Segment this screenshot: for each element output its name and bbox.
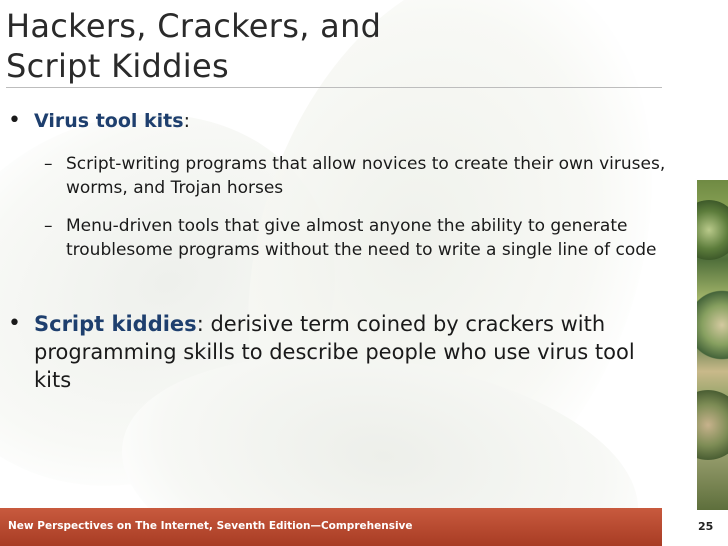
succulent-photo [697,180,728,510]
slide-title-line1: Hackers, Crackers, and [6,7,382,45]
slide-title [6,6,426,86]
sub-bullet-text: Menu-driven tools that give almost anyone the ability to generate troublesome programs without the need to write a single line of code [66,216,657,260]
bullet-text: : derisive term coined by crackers with programming skills to describe people who use virus tool kits [34,312,635,392]
dash-icon: – [44,154,53,174]
sub-bullet [44,214,684,262]
slide-title-line2: Script Kiddies [6,47,229,85]
bullet-virus-tool-kits [8,108,668,134]
page-number: 25 [698,520,714,533]
bullet-icon: • [8,311,21,336]
bullet-term: Script kiddies [34,312,197,336]
bullet-script-kiddies [8,310,648,394]
bullet-text: : [183,110,190,132]
footer-bar [0,508,662,546]
footer-text: New Perspectives on The Internet, Seventh Edition—Comprehensive [8,520,413,532]
title-divider [6,87,662,88]
sub-bullet [44,152,684,200]
bullet-icon: • [8,108,21,133]
bullet-term: Virus tool kits [34,110,184,132]
sub-bullet-text: Script-writing programs that allow novices to create their own viruses, worms, and Trojan horses [66,154,666,198]
dash-icon: – [44,216,53,236]
